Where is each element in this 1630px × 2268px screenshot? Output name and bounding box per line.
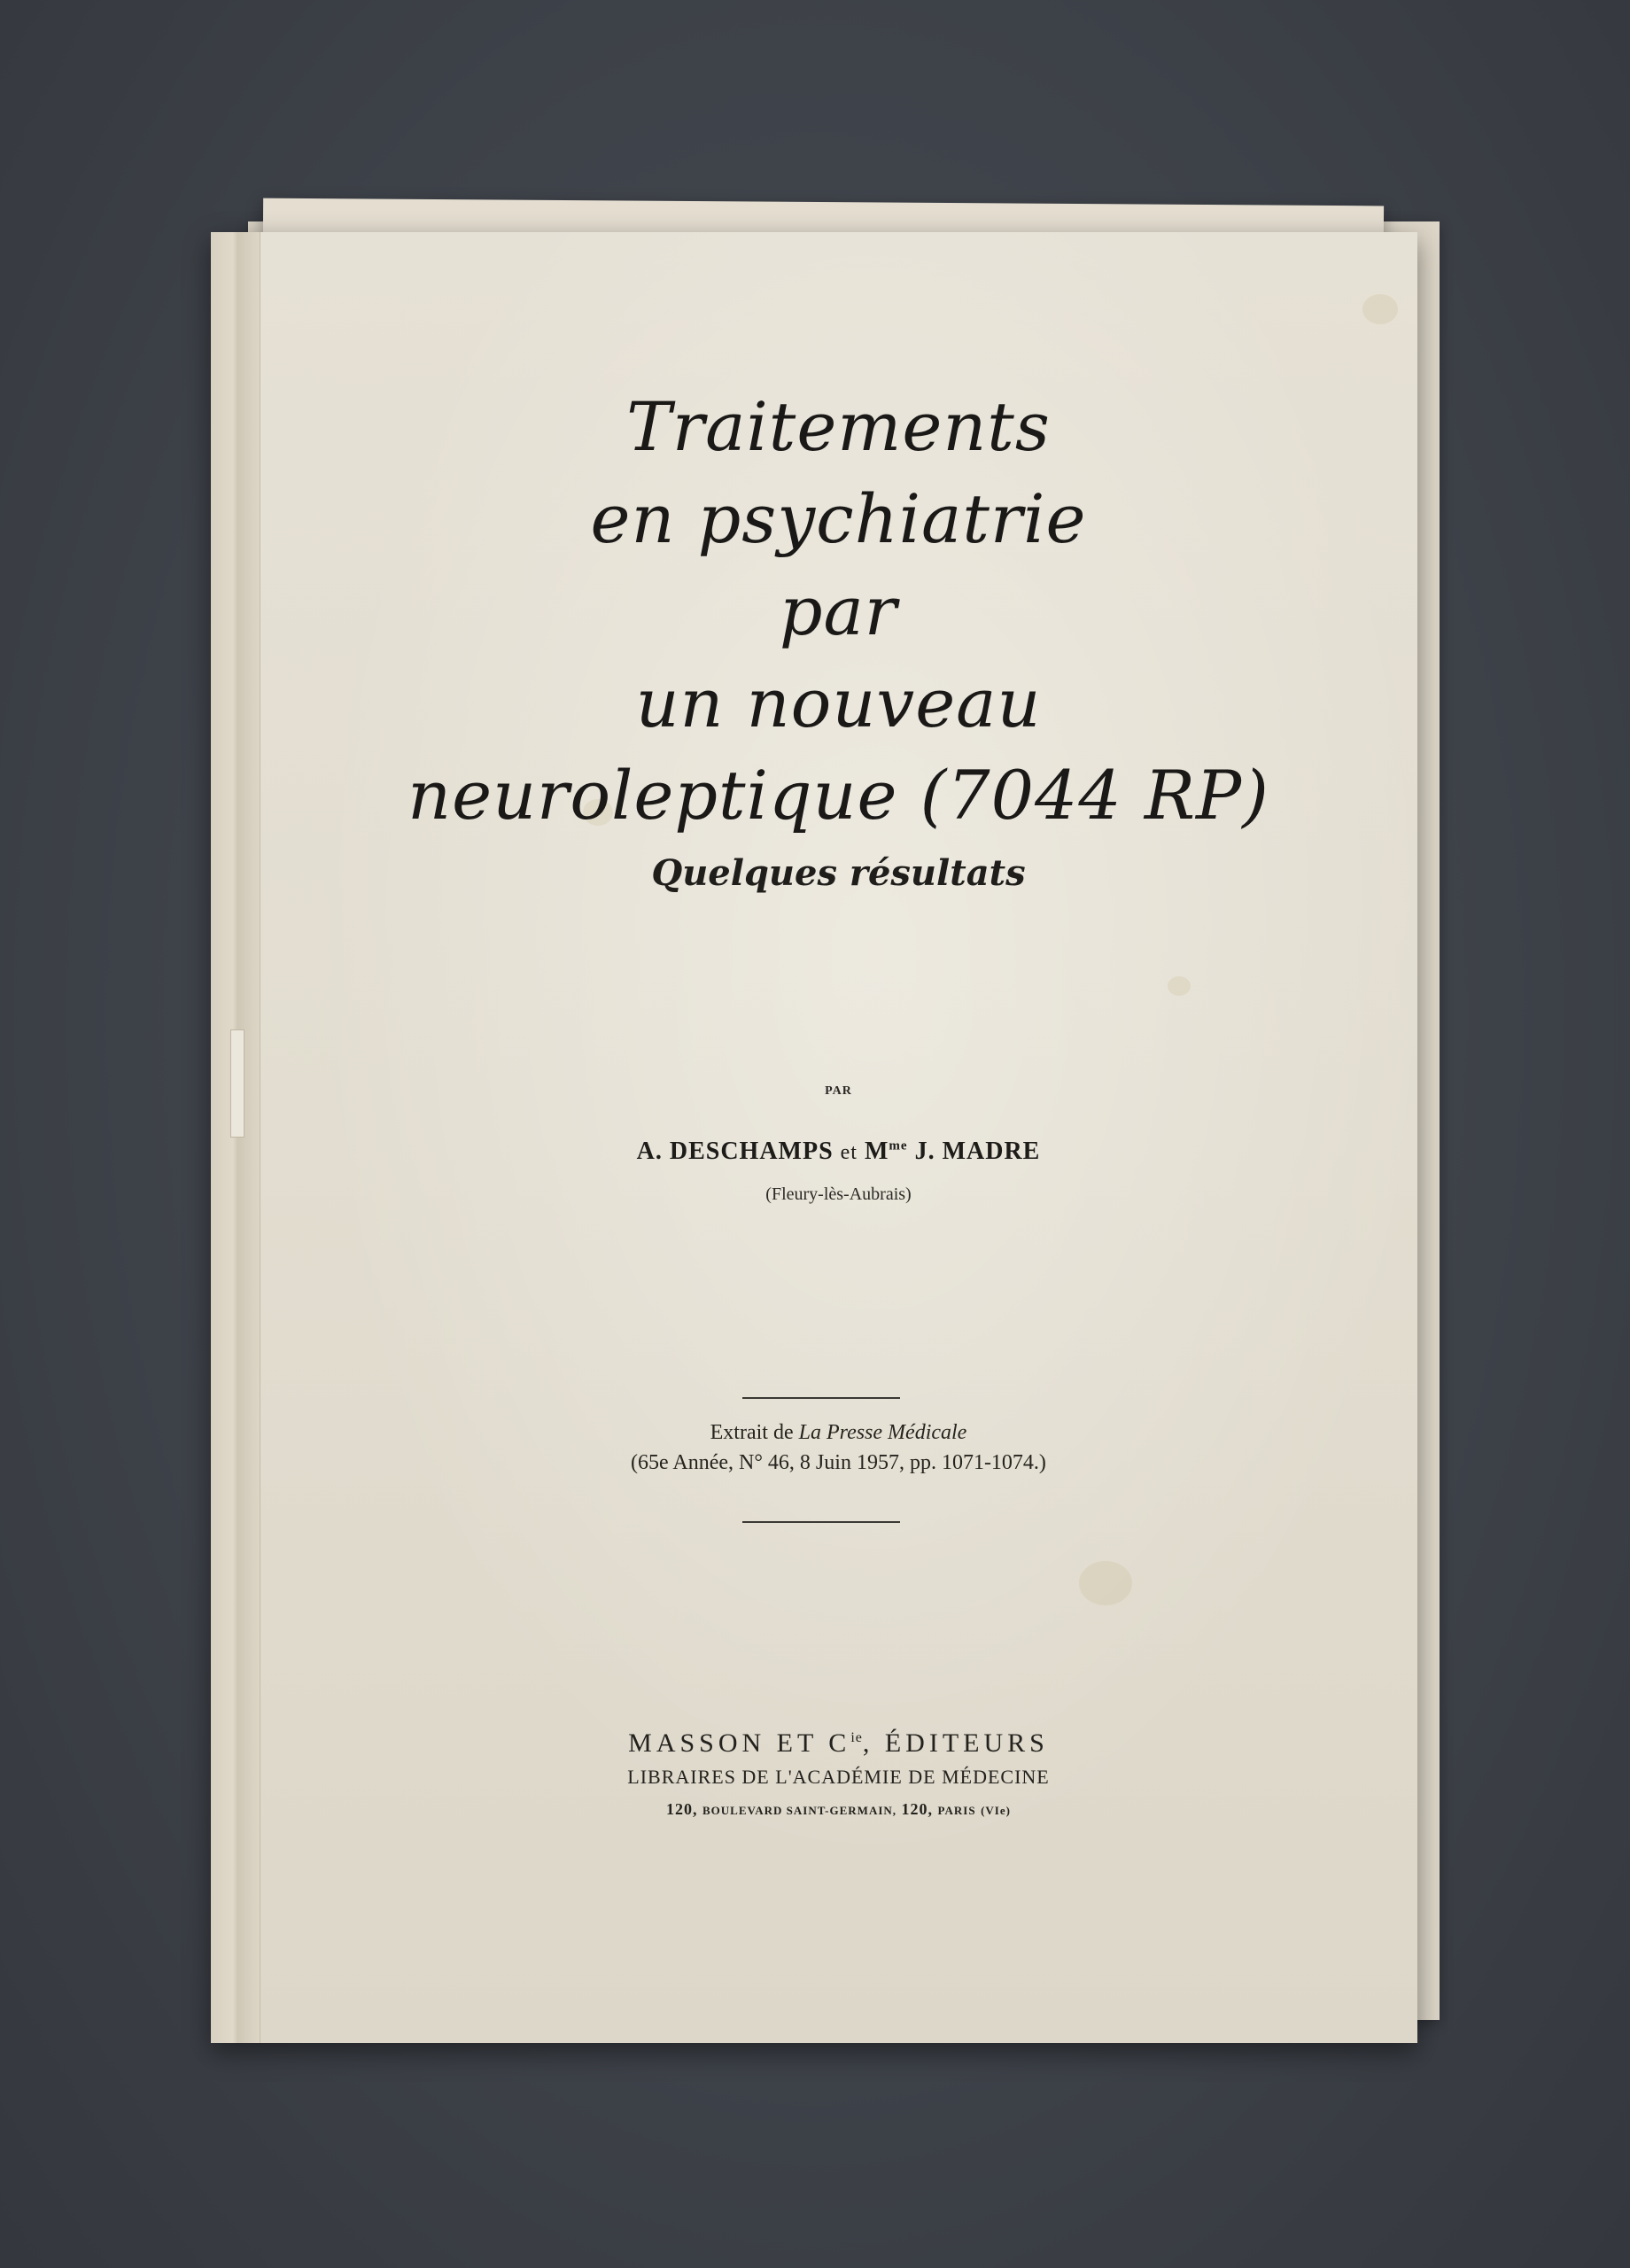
paper-stain xyxy=(1079,1561,1132,1605)
divider-bottom xyxy=(742,1521,900,1523)
publisher-block xyxy=(260,1720,1417,1827)
publisher-address xyxy=(260,1793,1417,1827)
publisher-name-part: , ÉDITEURS xyxy=(862,1728,1049,1758)
extract-reference: (65e Année, N° 46, 8 Juin 1957, pp. 1071-1074.) xyxy=(631,1451,1046,1474)
author-location: (Fleury-lès-Aubrais) xyxy=(765,1184,912,1204)
stapled-spine xyxy=(211,232,260,2043)
publisher-name xyxy=(260,1720,1417,1761)
address-number: 120, xyxy=(901,1800,934,1818)
publisher-affiliation: LIBRAIRES DE L'ACADÉMIE DE MÉDECINE xyxy=(627,1766,1050,1788)
author-title: M xyxy=(864,1138,889,1165)
authors xyxy=(260,1138,1417,1166)
title-line: en psychiatrie xyxy=(590,479,1087,558)
author-2: J. MADRE xyxy=(914,1138,1041,1165)
divider-top xyxy=(742,1397,900,1399)
booklet-cover xyxy=(211,232,1417,2043)
author-1: A. DESCHAMPS xyxy=(636,1138,834,1165)
title-line: par xyxy=(779,571,898,650)
address-number: 120, xyxy=(666,1800,698,1818)
address-street: BOULEVARD SAINT-GERMAIN, xyxy=(702,1804,897,1817)
spine-fold xyxy=(230,1029,244,1138)
title-line: neuroleptique (7044 RP) xyxy=(408,756,1269,835)
title-line: Traitements xyxy=(626,387,1051,466)
author-conjunction: et xyxy=(840,1141,858,1164)
title-block xyxy=(260,381,1417,898)
extract-note xyxy=(260,1418,1417,1478)
author-title-sup: me xyxy=(889,1138,908,1153)
by-label: PAR xyxy=(825,1084,852,1098)
title-line: un nouveau xyxy=(635,664,1042,742)
address-city: PARIS xyxy=(937,1804,976,1817)
paper-stain xyxy=(1168,976,1191,996)
publisher-name-part: MASSON ET C xyxy=(628,1728,851,1758)
extract-source xyxy=(260,1418,1417,1448)
journal-name: La Presse Médicale xyxy=(798,1421,967,1444)
publisher-name-sup: ie xyxy=(850,1730,863,1745)
extract-prefix: Extrait de xyxy=(710,1421,794,1444)
subtitle: Quelques résultats xyxy=(651,852,1026,894)
paper-stain xyxy=(1362,294,1398,324)
address-district: (VIe) xyxy=(981,1804,1011,1817)
